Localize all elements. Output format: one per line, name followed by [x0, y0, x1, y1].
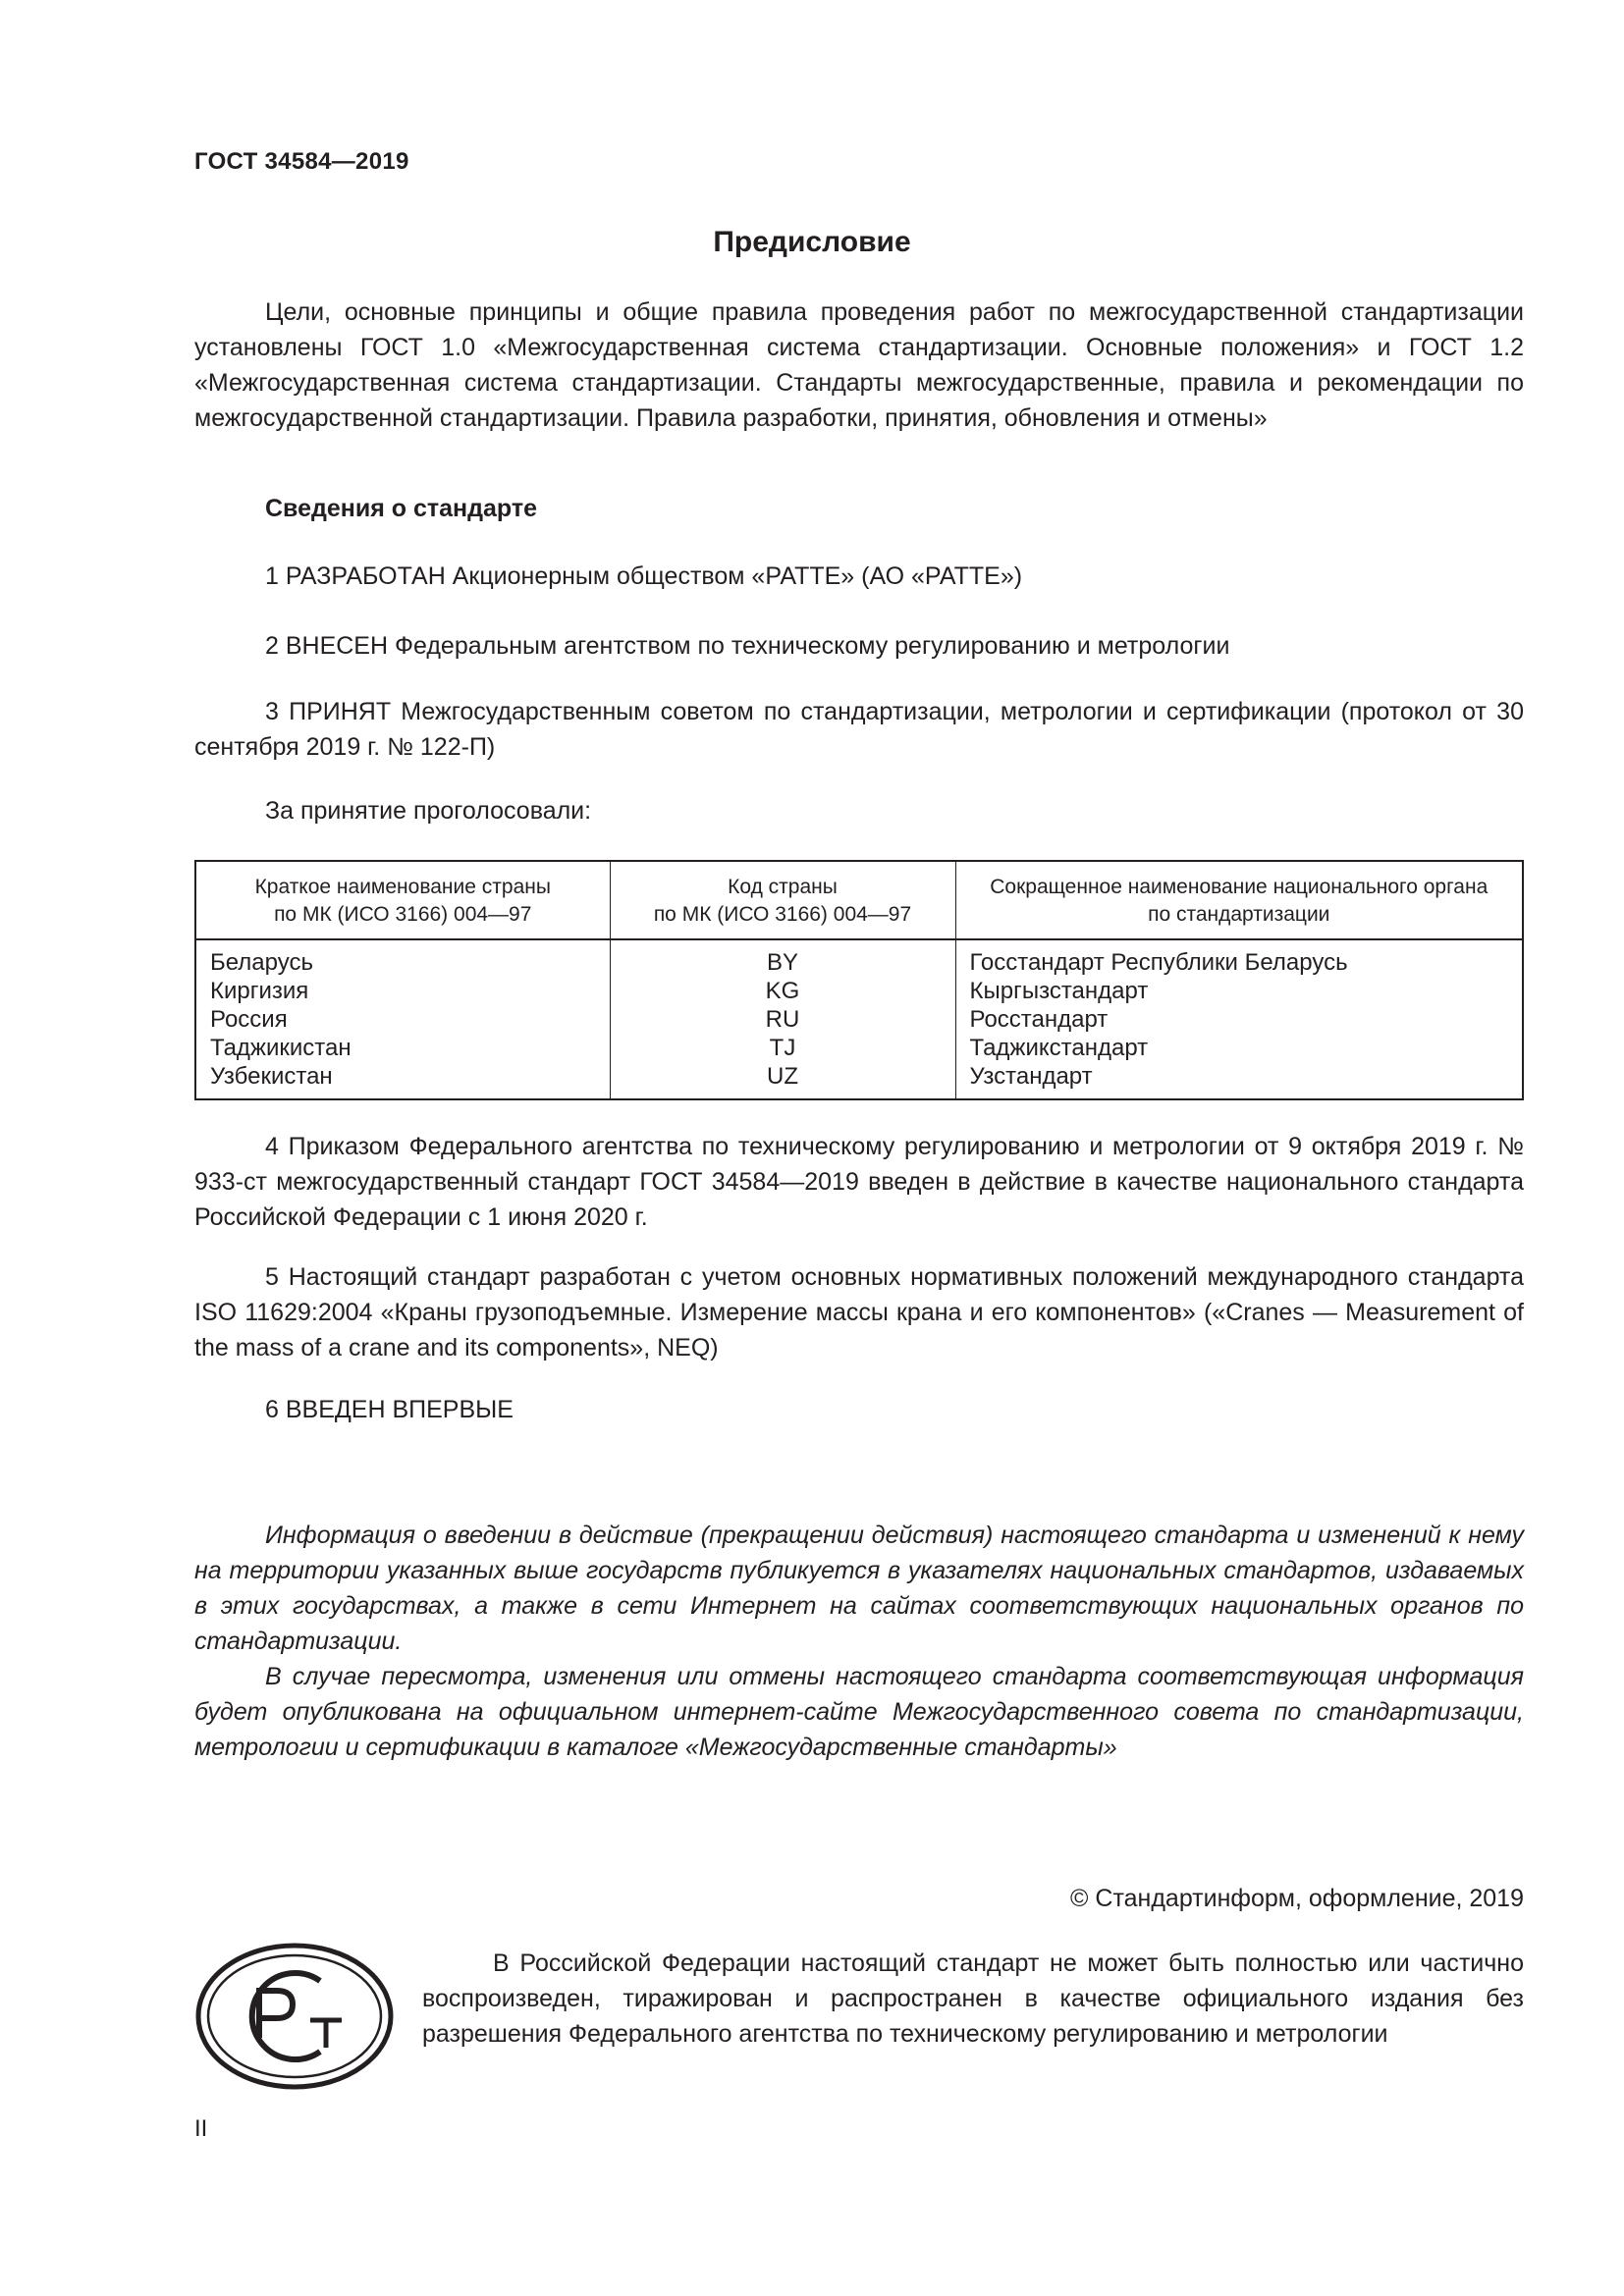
- vote-table: [194, 860, 1524, 1100]
- cell-country: Россия: [195, 1005, 610, 1034]
- cell-country: Узбекистан: [195, 1062, 610, 1099]
- reproduction-notice: [422, 1946, 1524, 2052]
- item-3: [194, 694, 1524, 765]
- item-4-text: 4 Приказом Федерального агентства по техническому регулированию и метрологии от 9 октября 2019 г. № 933-ст межгосударственный стандарт ГОСТ 34584—2019 введен в действие в качестве национального стандарта Российской Федерации с 1 июня 2020 г.: [194, 1133, 1524, 1231]
- intro-text: Цели, основные принципы и общие правила проведения работ по межгосударственной стандартизации установлены ГОСТ 1.0 «Межгосударственная система стандартизации. Основные положения» и ГОСТ 1.2 «Межгосударственная система стандартизации. Стандарты межгосударственные, правила и рекомендации по межгосударственной стандартизации. Правила разработки, принятия, обновления и отмены»: [194, 298, 1524, 432]
- cell-code: KG: [610, 977, 955, 1005]
- cell-body: Кыргызстандарт: [969, 978, 1149, 1004]
- item-5: [194, 1259, 1524, 1365]
- page-number: II: [194, 2115, 208, 2142]
- header-country: Краткое наименование страны по МК (ИСО 3166) 004—97: [195, 861, 610, 939]
- cell-country: Таджикистан: [195, 1034, 610, 1062]
- item-6: [194, 1392, 1524, 1427]
- copyright-line: © Стандартинформ, оформление, 2019: [1070, 1885, 1524, 1912]
- cell-code: UZ: [610, 1062, 955, 1099]
- info-paragraph-1: [194, 1518, 1524, 1659]
- info-paragraph-2-text: В случае пересмотра, изменения или отмены настоящего стандарта соответствующая информация будет опубликована на официальном интернет-сайте Межгосударственного совета по стандартизации, метрологии и сертификации в каталоге «Межгосударственные стандарты»: [194, 1663, 1524, 1761]
- vote-intro-text: За принятие проголосовали:: [265, 797, 592, 825]
- item-3-text: 3 ПРИНЯТ Межгосударственным советом по стандартизации, метрологии и сертификации (протокол от 30 сентября 2019 г. № 122-П): [194, 698, 1524, 761]
- header-code: Код страны по МК (ИСО 3166) 004—97: [610, 861, 955, 939]
- cell-country: Киргизия: [195, 977, 610, 1005]
- cell-body: Таджикстандарт: [969, 1035, 1149, 1061]
- cell-code: BY: [610, 939, 955, 977]
- table-row: [195, 1034, 1523, 1062]
- intro-paragraph: [194, 294, 1524, 436]
- item-1: [194, 559, 1524, 594]
- page-title: Предисловие: [713, 226, 911, 258]
- standard-code: ГОСТ 34584—2019: [194, 148, 409, 175]
- reproduction-notice-text: В Российской Федерации настоящий стандарт не может быть полностью или частично воспроизведен, тиражирован и распространен в качестве официального издания без разрешения Федерального агентства по техническому регулированию и метрологии: [422, 1949, 1524, 2048]
- table-row: [195, 939, 1523, 977]
- pct-certification-mark-icon: [194, 1942, 395, 2091]
- vote-intro: [194, 793, 1524, 828]
- vote-table-header: [195, 861, 1523, 939]
- about-heading: Сведения о стандарте: [265, 495, 538, 522]
- item-6-text: 6 ВВЕДЕН ВПЕРВЫЕ: [265, 1396, 514, 1423]
- item-5-text: 5 Настоящий стандарт разработан с учетом основных нормативных положений международного стандарта ISO 11629:2004 «Краны грузоподъемные. Измерение массы крана и его компонентов» («Cranes — Measurement of the mass of a crane and its components», NEQ): [194, 1263, 1524, 1362]
- table-row: [195, 1062, 1523, 1099]
- info-paragraph-1-text: Информация о введении в действие (прекращении действия) настоящего стандарта и изменений к нему на территории указанных выше государств публикуется в указателях национальных стандартов, издаваемых в этих государствах, а также в сети Интернет на сайтах соответствующих национальных органов по стандартизации.: [194, 1522, 1524, 1655]
- item-1-text: 1 РАЗРАБОТАН Акционерным обществом «РАТТЕ» (АО «РАТТЕ»): [265, 562, 1023, 590]
- cell-body: Росстандарт: [969, 1006, 1109, 1033]
- item-2-text: 2 ВНЕСЕН Федеральным агентством по техническому регулированию и метрологии: [265, 632, 1230, 660]
- cell-body: Узстандарт: [969, 1063, 1093, 1090]
- item-4: [194, 1129, 1524, 1235]
- table-row: [195, 1005, 1523, 1034]
- item-2: [194, 628, 1524, 664]
- header-body: Сокращенное наименование национального органа по стандартизации: [955, 861, 1523, 939]
- cell-code: RU: [610, 1005, 955, 1034]
- info-paragraph-2: [194, 1659, 1524, 1765]
- cell-code: TJ: [610, 1034, 955, 1062]
- cell-body: Госстандарт Республики Беларусь: [969, 949, 1348, 976]
- table-row: [195, 977, 1523, 1005]
- cell-country: Беларусь: [195, 939, 610, 977]
